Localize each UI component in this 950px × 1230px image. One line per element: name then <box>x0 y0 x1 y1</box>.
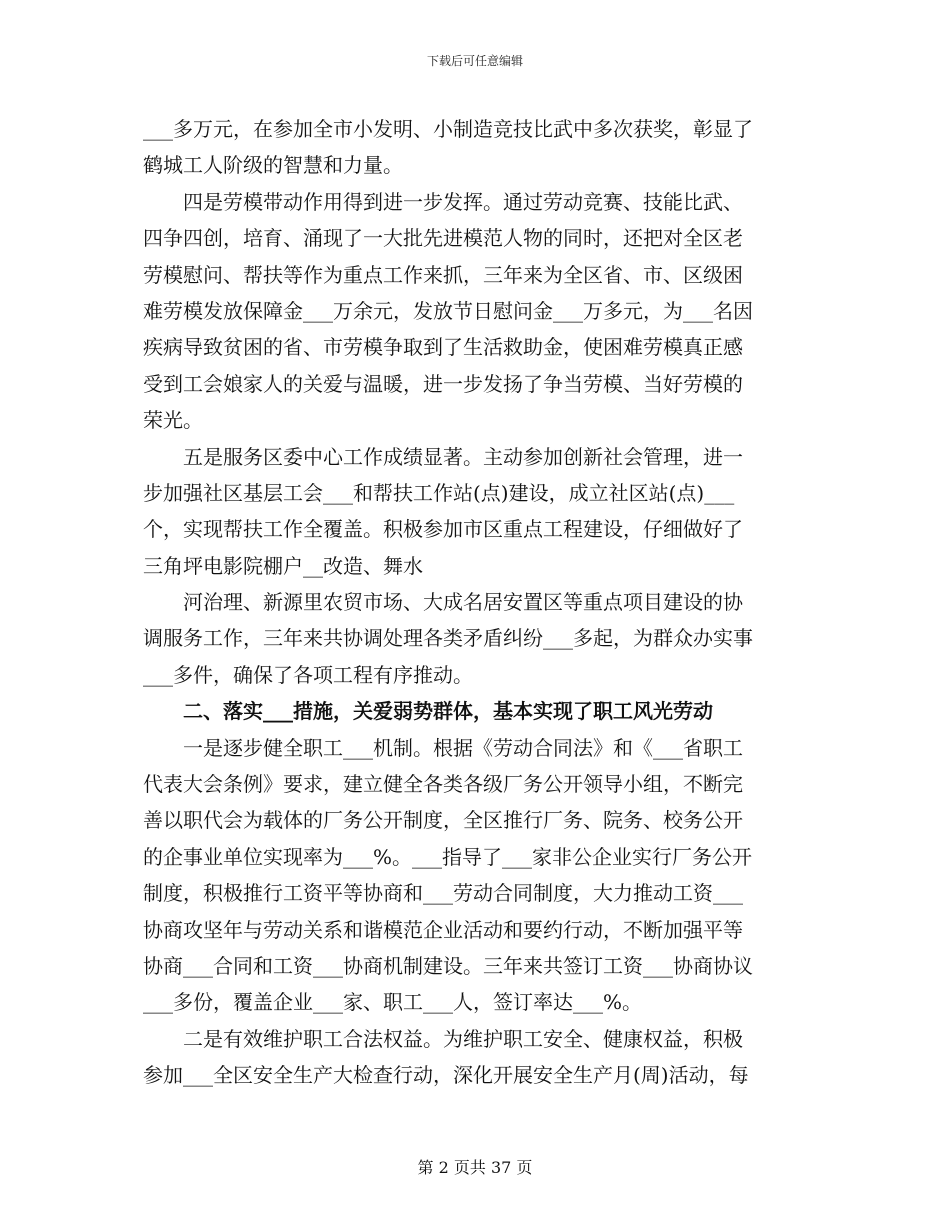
text-line: 善以职代会为载体的厂务公开制度，全区推行厂务、院务、校务公开 <box>143 808 743 833</box>
text-line: 荣光。 <box>143 408 203 433</box>
text-line: 协商攻坚年与劳动关系和谐模范企业活动和要约行动，不断加强平等 <box>143 917 743 942</box>
text-line: 鹤城工人阶级的智慧和力量。 <box>143 153 403 178</box>
text-line: 制度，积极推行工资平等协商和___劳动合同制度，大力推动工资___ <box>143 881 743 906</box>
section-heading: 二、落实___措施，关爱弱势群体，基本实现了职工风光劳动 <box>143 699 713 724</box>
text-line: 四争四创，培育、涌现了一大批先进模范人物的同时，还把对全区老 <box>143 226 743 251</box>
text-line: ___多件，确保了各项工程有序推动。 <box>143 662 473 687</box>
text-line: 步加强社区基层工会___和帮扶工作站(点)建设，成立社区站(点)___ <box>143 480 735 505</box>
text-line: 一是逐步健全职工___机制。根据《劳动合同法》和《___省职工 <box>143 735 743 760</box>
text-line: 疾病导致贫困的省、市劳模争取到了生活救助金，使困难劳模真正感 <box>143 335 743 360</box>
page-footer: 第 2 页共 37 页 <box>417 1158 533 1177</box>
text-line: 四是劳模带动作用得到进一步发挥。通过劳动竞赛、技能比武、 <box>143 189 743 214</box>
text-line: 五是服务区委中心工作成绩显著。主动参加创新社会管理，进一 <box>143 444 743 469</box>
text-line: 代表大会条例》要求，建立健全各类各级厂务公开领导小组，不断完 <box>143 772 743 797</box>
text-line: ___多份，覆盖企业___家、职工___人，签订率达___%。 <box>143 990 643 1015</box>
text-line: 受到工会娘家人的关爱与温暖，进一步发扬了争当劳模、当好劳模的 <box>143 371 743 396</box>
document-body <box>143 111 807 1094</box>
text-line: 个，实现帮扶工作全覆盖。积极参加市区重点工程建设，仔细做好了 <box>143 517 743 542</box>
text-line: ___多万元，在参加全市小发明、小制造竞技比武中多次获奖，彰显了 <box>143 117 753 141</box>
text-line: 劳模慰问、帮扶等作为重点工作来抓，三年来为全区省、市、区级困 <box>143 262 743 287</box>
text-line: 的企事业单位实现率为___%。___指导了___家非公企业实行厂务公开 <box>143 844 753 869</box>
text-line: 河治理、新源里农贸市场、大成名居安置区等重点项目建设的协 <box>143 590 743 615</box>
text-line: 协商___合同和工资___协商机制建设。三年来共签订工资___协商协议 <box>143 953 753 978</box>
text-line: 调服务工作，三年来共协调处理各类矛盾纠纷___多起，为群众办实事 <box>143 626 753 651</box>
text-line: 难劳模发放保障金___万余元，发放节日慰问金___万多元，为___名因 <box>143 298 753 323</box>
text-line: 三角坪电影院棚户__改造、舞水 <box>143 553 423 578</box>
text-line: 参加___全区安全生产大检查行动，深化开展安全生产月(周)活动，每 <box>143 1063 749 1088</box>
text-line: 二是有效维护职工合法权益。为维护职工安全、健康权益，积极 <box>143 1026 743 1051</box>
page-header: 下载后可任意编辑 <box>426 54 523 68</box>
